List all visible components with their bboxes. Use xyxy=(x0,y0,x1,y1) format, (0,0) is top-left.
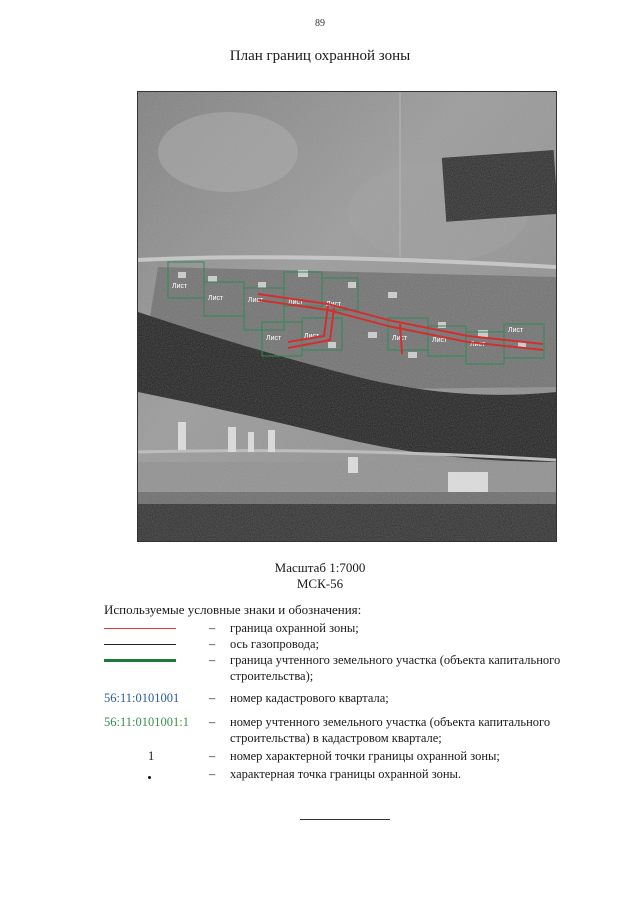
legend-dash: – xyxy=(209,767,216,781)
sheet-label: Лист xyxy=(304,333,320,340)
black-line-symbol xyxy=(104,636,196,652)
legend-text: характерная точка границы охранной зоны. xyxy=(230,767,462,781)
sheet-label: Лист xyxy=(172,283,188,290)
map-image xyxy=(138,92,556,541)
legend-dash: – xyxy=(209,715,216,729)
page-number: 89 xyxy=(315,18,325,29)
point-number-symbol: 1 xyxy=(148,749,155,763)
legend-dash: – xyxy=(209,653,216,667)
sheet-label: Лист xyxy=(432,337,448,344)
legend-item-parcel-boundary xyxy=(104,652,574,684)
legend-dash: – xyxy=(209,749,216,763)
green-line-symbol xyxy=(104,652,196,668)
legend-item-gas-axis xyxy=(104,636,574,652)
sheet-label: Лист xyxy=(208,295,224,302)
legend-heading: Используемые условные знаки и обозначения: xyxy=(104,602,362,617)
sheet-label: Лист xyxy=(508,327,524,334)
legend-text: граница охранной зоны; xyxy=(230,621,359,635)
legend-item-point xyxy=(104,766,574,782)
sheet-label: Лист xyxy=(248,297,264,304)
page-title: План границ охранной зоны xyxy=(229,48,411,64)
legend-item-parcel-number xyxy=(104,714,574,746)
legend-item-zone-boundary xyxy=(104,620,574,636)
legend-text: номер характерной точки границы охранной зоны; xyxy=(230,749,500,763)
legend-item-point-number xyxy=(104,748,574,764)
red-line-symbol xyxy=(104,620,196,636)
legend-text: номер кадастрового квартала; xyxy=(230,691,389,705)
legend xyxy=(104,620,574,782)
legend-dash: – xyxy=(209,691,216,705)
legend-text: граница учтенного земельного участка (объекта капитального строительства); xyxy=(230,653,561,683)
parcel-number-code: 56:11:0101001:1 xyxy=(104,715,189,729)
sheet-label: Лист xyxy=(326,301,342,308)
sheet-label: Лист xyxy=(266,335,282,342)
scale-block xyxy=(0,560,640,592)
legend-text: номер учтенного земельного участка (объекта капитального строительства) в кадастровом квартале; xyxy=(230,715,551,745)
satellite-map xyxy=(137,91,557,542)
point-dot-icon xyxy=(104,766,196,782)
sheet-label: Лист xyxy=(392,335,408,342)
sheet-label: Лист xyxy=(288,299,304,306)
legend-dash: – xyxy=(209,637,216,651)
legend-item-cadastral-block xyxy=(104,690,574,706)
legend-text: ось газопровода; xyxy=(230,637,320,651)
cadastral-block-code: 56:11:0101001 xyxy=(104,691,180,705)
legend-dash: – xyxy=(209,621,216,635)
scale-ratio: Масштаб 1:7000 xyxy=(274,560,366,575)
sheet-label: Лист xyxy=(470,341,486,348)
footer-divider xyxy=(300,819,390,820)
coordinate-system: МСК-56 xyxy=(296,576,344,591)
